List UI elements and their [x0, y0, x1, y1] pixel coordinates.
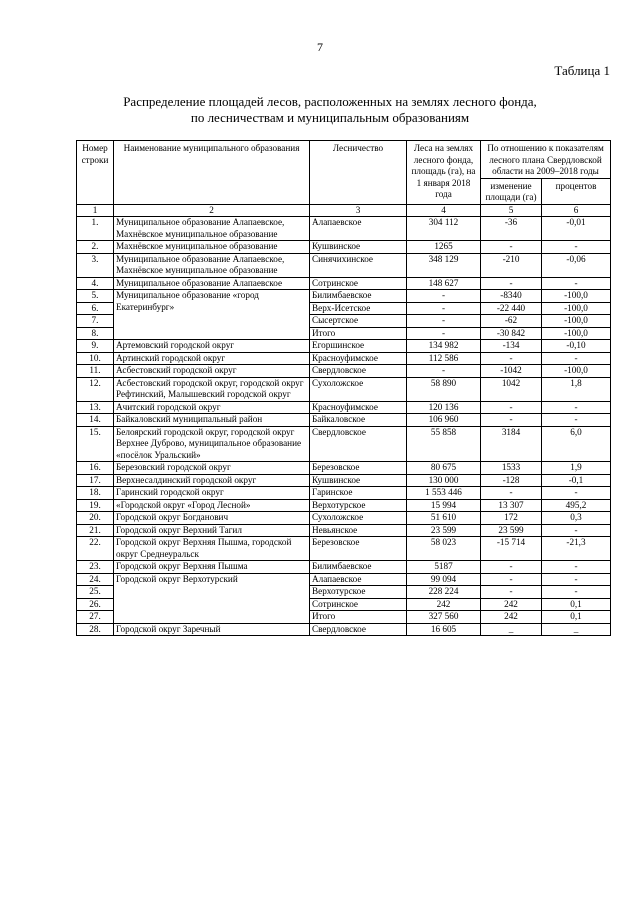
municipality-cell: Городской округ Заречный	[114, 623, 310, 636]
forest-area-cell: 1265	[407, 241, 481, 254]
municipality-cell: Городской округ Верхотурский	[114, 573, 310, 623]
percent-cell: -	[542, 573, 611, 586]
percent-cell: -100,0	[542, 302, 611, 315]
percent-cell: 0,1	[542, 611, 611, 624]
table-title	[60, 94, 600, 126]
area-change-cell: 242	[481, 611, 542, 624]
table-row	[77, 524, 611, 537]
area-change-cell: 242	[481, 598, 542, 611]
row-number-cell: 20.	[77, 512, 114, 525]
table-row	[77, 426, 611, 462]
table-row	[77, 290, 611, 303]
forest-area-cell: 348 129	[407, 253, 481, 277]
row-number-cell: 3.	[77, 253, 114, 277]
percent-cell: -	[542, 414, 611, 427]
row-number-cell: 14.	[77, 414, 114, 427]
area-change-cell: -128	[481, 474, 542, 487]
row-number-cell: 10.	[77, 352, 114, 365]
forestry-cell: Красноуфимское	[310, 352, 407, 365]
municipality-cell: Асбестовский городской округ, городской округ Рефтинский, Малышевский городской округ	[114, 377, 310, 401]
forestry-cell: Сотринское	[310, 598, 407, 611]
percent-cell: -0,10	[542, 340, 611, 353]
table-row	[77, 573, 611, 586]
percent-cell: -0,1	[542, 474, 611, 487]
area-change-cell: 23 599	[481, 524, 542, 537]
municipality-cell: Махнёвское муниципальное образование	[114, 241, 310, 254]
forestry-cell: Билимбаевское	[310, 561, 407, 574]
percent-cell: -21,3	[542, 537, 611, 561]
row-number-cell: 7.	[77, 315, 114, 328]
table-label: Таблица 1	[554, 63, 610, 78]
area-change-cell: -210	[481, 253, 542, 277]
municipality-cell: Городской округ Верхняя Пышма, городской округ Среднеуральск	[114, 537, 310, 561]
forestry-cell: Свердловское	[310, 365, 407, 378]
percent-cell: -0,01	[542, 217, 611, 241]
percent-cell: -	[542, 277, 611, 290]
area-change-cell: 13 307	[481, 499, 542, 512]
forest-area-cell: 148 627	[407, 277, 481, 290]
area-change-cell: 172	[481, 512, 542, 525]
forest-area-cell: 55 858	[407, 426, 481, 462]
table-row	[77, 340, 611, 353]
header-forest-area: Леса на землях лесного фонда, площадь (га), на 1 января 2018 года	[407, 141, 481, 205]
forestry-cell: Алапаевское	[310, 217, 407, 241]
table-row	[77, 253, 611, 277]
forestry-cell: Егоршинское	[310, 340, 407, 353]
forestry-cell: Сысертское	[310, 315, 407, 328]
municipality-cell: Муниципальное образование «город Екатеринбург»	[114, 290, 310, 340]
area-change-cell: -30 842	[481, 327, 542, 340]
area-change-cell: -	[481, 487, 542, 500]
forest-area-cell: 80 675	[407, 462, 481, 475]
forestry-cell: Кушвинское	[310, 241, 407, 254]
percent-cell: 0,1	[542, 598, 611, 611]
forest-area-cell: -	[407, 302, 481, 315]
page-number: 7	[317, 40, 323, 54]
area-change-cell: -8340	[481, 290, 542, 303]
municipality-cell: Городской округ Верхняя Пышма	[114, 561, 310, 574]
forest-area-cell: 99 094	[407, 573, 481, 586]
percent-cell: -100,0	[542, 315, 611, 328]
column-number: 5	[481, 204, 542, 217]
row-number-cell: 18.	[77, 487, 114, 500]
table-row	[77, 241, 611, 254]
forest-area-cell: 304 112	[407, 217, 481, 241]
row-number-cell: 27.	[77, 611, 114, 624]
table-row	[77, 462, 611, 475]
percent-cell: -100,0	[542, 290, 611, 303]
forestry-cell: Билимбаевское	[310, 290, 407, 303]
table-row	[77, 561, 611, 574]
forestry-cell: Гаринское	[310, 487, 407, 500]
title-line-2: по лесничествам и муниципальным образованиям	[190, 110, 470, 125]
column-number-row	[77, 204, 611, 217]
table-row	[77, 352, 611, 365]
table-row	[77, 365, 611, 378]
forestry-cell: Верх-Исетское	[310, 302, 407, 315]
percent-cell: -0,06	[542, 253, 611, 277]
municipality-cell: Артинский городской округ	[114, 352, 310, 365]
forest-area-cell: -	[407, 365, 481, 378]
percent-cell: 495,2	[542, 499, 611, 512]
table-row	[77, 474, 611, 487]
row-number-cell: 13.	[77, 401, 114, 414]
municipality-cell: Городской округ Богданович	[114, 512, 310, 525]
forestry-cell: Байкаловское	[310, 414, 407, 427]
forest-area-cell: 228 224	[407, 586, 481, 599]
forestry-cell: Сухоложское	[310, 512, 407, 525]
forest-area-cell: 120 136	[407, 401, 481, 414]
area-change-cell: -	[481, 573, 542, 586]
table-body	[77, 217, 611, 636]
forest-area-cell: -	[407, 315, 481, 328]
forest-area-cell: 1 553 446	[407, 487, 481, 500]
forestry-cell: Березовское	[310, 462, 407, 475]
row-number-cell: 22.	[77, 537, 114, 561]
row-number-cell: 17.	[77, 474, 114, 487]
forestry-cell: Итого	[310, 611, 407, 624]
forest-area-cell: 51 610	[407, 512, 481, 525]
area-change-cell: -	[481, 561, 542, 574]
area-change-cell: -	[481, 414, 542, 427]
forestry-cell: Кушвинское	[310, 474, 407, 487]
area-change-cell: _	[481, 623, 542, 636]
forest-area-table	[76, 140, 611, 636]
forest-area-cell: 23 599	[407, 524, 481, 537]
forest-area-cell: 130 000	[407, 474, 481, 487]
row-number-cell: 9.	[77, 340, 114, 353]
column-number: 3	[310, 204, 407, 217]
forest-area-cell: 58 890	[407, 377, 481, 401]
municipality-cell: Артемовский городской округ	[114, 340, 310, 353]
row-number-cell: 24.	[77, 573, 114, 586]
area-change-cell: -62	[481, 315, 542, 328]
table-row	[77, 277, 611, 290]
percent-cell: -	[542, 586, 611, 599]
row-number-cell: 25.	[77, 586, 114, 599]
forest-area-cell: 15 994	[407, 499, 481, 512]
municipality-cell: Асбестовский городской округ	[114, 365, 310, 378]
forestry-cell: Невьянское	[310, 524, 407, 537]
header-relation: По отношению к показателям лесного плана Свердловской области на 2009–2018 годы	[481, 141, 611, 179]
area-change-cell: -	[481, 352, 542, 365]
row-number-cell: 15.	[77, 426, 114, 462]
table-row	[77, 537, 611, 561]
forestry-cell: Свердловское	[310, 426, 407, 462]
forestry-cell: Верхотурское	[310, 499, 407, 512]
forestry-cell: Алапаевское	[310, 573, 407, 586]
row-number-cell: 1.	[77, 217, 114, 241]
municipality-cell: Белоярский городской округ, городской округ Верхнее Дуброво, муниципальное образование «посёлок Уральский»	[114, 426, 310, 462]
forestry-cell: Верхотурское	[310, 586, 407, 599]
percent-cell: -	[542, 401, 611, 414]
forest-area-cell: 112 586	[407, 352, 481, 365]
forestry-cell: Синячихинское	[310, 253, 407, 277]
row-number-cell: 19.	[77, 499, 114, 512]
table-row	[77, 487, 611, 500]
table-row	[77, 377, 611, 401]
forestry-cell: Сотринское	[310, 277, 407, 290]
forestry-cell: Сухоложское	[310, 377, 407, 401]
table-row	[77, 623, 611, 636]
row-number-cell: 2.	[77, 241, 114, 254]
percent-cell: -100,0	[542, 365, 611, 378]
row-number-cell: 4.	[77, 277, 114, 290]
percent-cell: -	[542, 561, 611, 574]
forest-area-cell: 16 605	[407, 623, 481, 636]
row-number-cell: 21.	[77, 524, 114, 537]
forest-area-cell: -	[407, 327, 481, 340]
forestry-cell: Итого	[310, 327, 407, 340]
column-number: 2	[114, 204, 310, 217]
row-number-cell: 12.	[77, 377, 114, 401]
area-change-cell: -	[481, 586, 542, 599]
forest-area-cell: 106 960	[407, 414, 481, 427]
table-row	[77, 499, 611, 512]
percent-cell: 1,8	[542, 377, 611, 401]
row-number-cell: 26.	[77, 598, 114, 611]
municipality-cell: Байкаловский муниципальный район	[114, 414, 310, 427]
municipality-cell: Муниципальное образование Алапаевское, Махнёвское муниципальное образование	[114, 253, 310, 277]
area-change-cell: 3184	[481, 426, 542, 462]
title-line-1: Распределение площадей лесов, расположенных на землях лесного фонда,	[123, 94, 537, 109]
row-number-cell: 6.	[77, 302, 114, 315]
forest-area-cell: 134 982	[407, 340, 481, 353]
area-change-cell: 1533	[481, 462, 542, 475]
municipality-cell: Березовский городской округ	[114, 462, 310, 475]
percent-cell: 1,9	[542, 462, 611, 475]
area-change-cell: -	[481, 277, 542, 290]
table-row	[77, 217, 611, 241]
percent-cell: 0,3	[542, 512, 611, 525]
area-change-cell: -134	[481, 340, 542, 353]
percent-cell: -	[542, 241, 611, 254]
percent-cell: -100,0	[542, 327, 611, 340]
table-row	[77, 401, 611, 414]
area-change-cell: 1042	[481, 377, 542, 401]
forest-area-cell: 242	[407, 598, 481, 611]
table-row	[77, 512, 611, 525]
row-number-cell: 28.	[77, 623, 114, 636]
municipality-cell: Гаринский городской округ	[114, 487, 310, 500]
area-change-cell: -1042	[481, 365, 542, 378]
percent-cell: -	[542, 352, 611, 365]
percent-cell: -	[542, 524, 611, 537]
municipality-cell: Верхнесалдинский городской округ	[114, 474, 310, 487]
header-percent: процентов	[542, 178, 611, 204]
header-forestry: Лесничество	[310, 141, 407, 205]
row-number-cell: 5.	[77, 290, 114, 303]
forestry-cell: Красноуфимское	[310, 401, 407, 414]
municipality-cell: Муниципальное образование Алапаевское, Махнёвское муниципальное образование	[114, 217, 310, 241]
forestry-cell: Свердловское	[310, 623, 407, 636]
row-number-cell: 11.	[77, 365, 114, 378]
forestry-cell: Березовское	[310, 537, 407, 561]
header-row-number: Номер строки	[77, 141, 114, 205]
forest-area-cell: 5187	[407, 561, 481, 574]
header-municipality: Наименование муниципального образования	[114, 141, 310, 205]
area-change-cell: -15 714	[481, 537, 542, 561]
municipality-cell: Муниципальное образование Алапаевское	[114, 277, 310, 290]
area-change-cell: -	[481, 241, 542, 254]
column-number: 4	[407, 204, 481, 217]
row-number-cell: 16.	[77, 462, 114, 475]
forest-area-cell: 58 023	[407, 537, 481, 561]
municipality-cell: Ачитский городской округ	[114, 401, 310, 414]
municipality-cell: «Городской округ «Город Лесной»	[114, 499, 310, 512]
row-number-cell: 23.	[77, 561, 114, 574]
area-change-cell: -	[481, 401, 542, 414]
area-change-cell: -36	[481, 217, 542, 241]
header-area-change: изменение площади (га)	[481, 178, 542, 204]
area-change-cell: -22 440	[481, 302, 542, 315]
forest-area-cell: -	[407, 290, 481, 303]
column-number: 6	[542, 204, 611, 217]
column-number: 1	[77, 204, 114, 217]
percent-cell: _	[542, 623, 611, 636]
table-row	[77, 414, 611, 427]
municipality-cell: Городской округ Верхний Тагил	[114, 524, 310, 537]
percent-cell: 6,0	[542, 426, 611, 462]
forest-area-cell: 327 560	[407, 611, 481, 624]
percent-cell: -	[542, 487, 611, 500]
row-number-cell: 8.	[77, 327, 114, 340]
